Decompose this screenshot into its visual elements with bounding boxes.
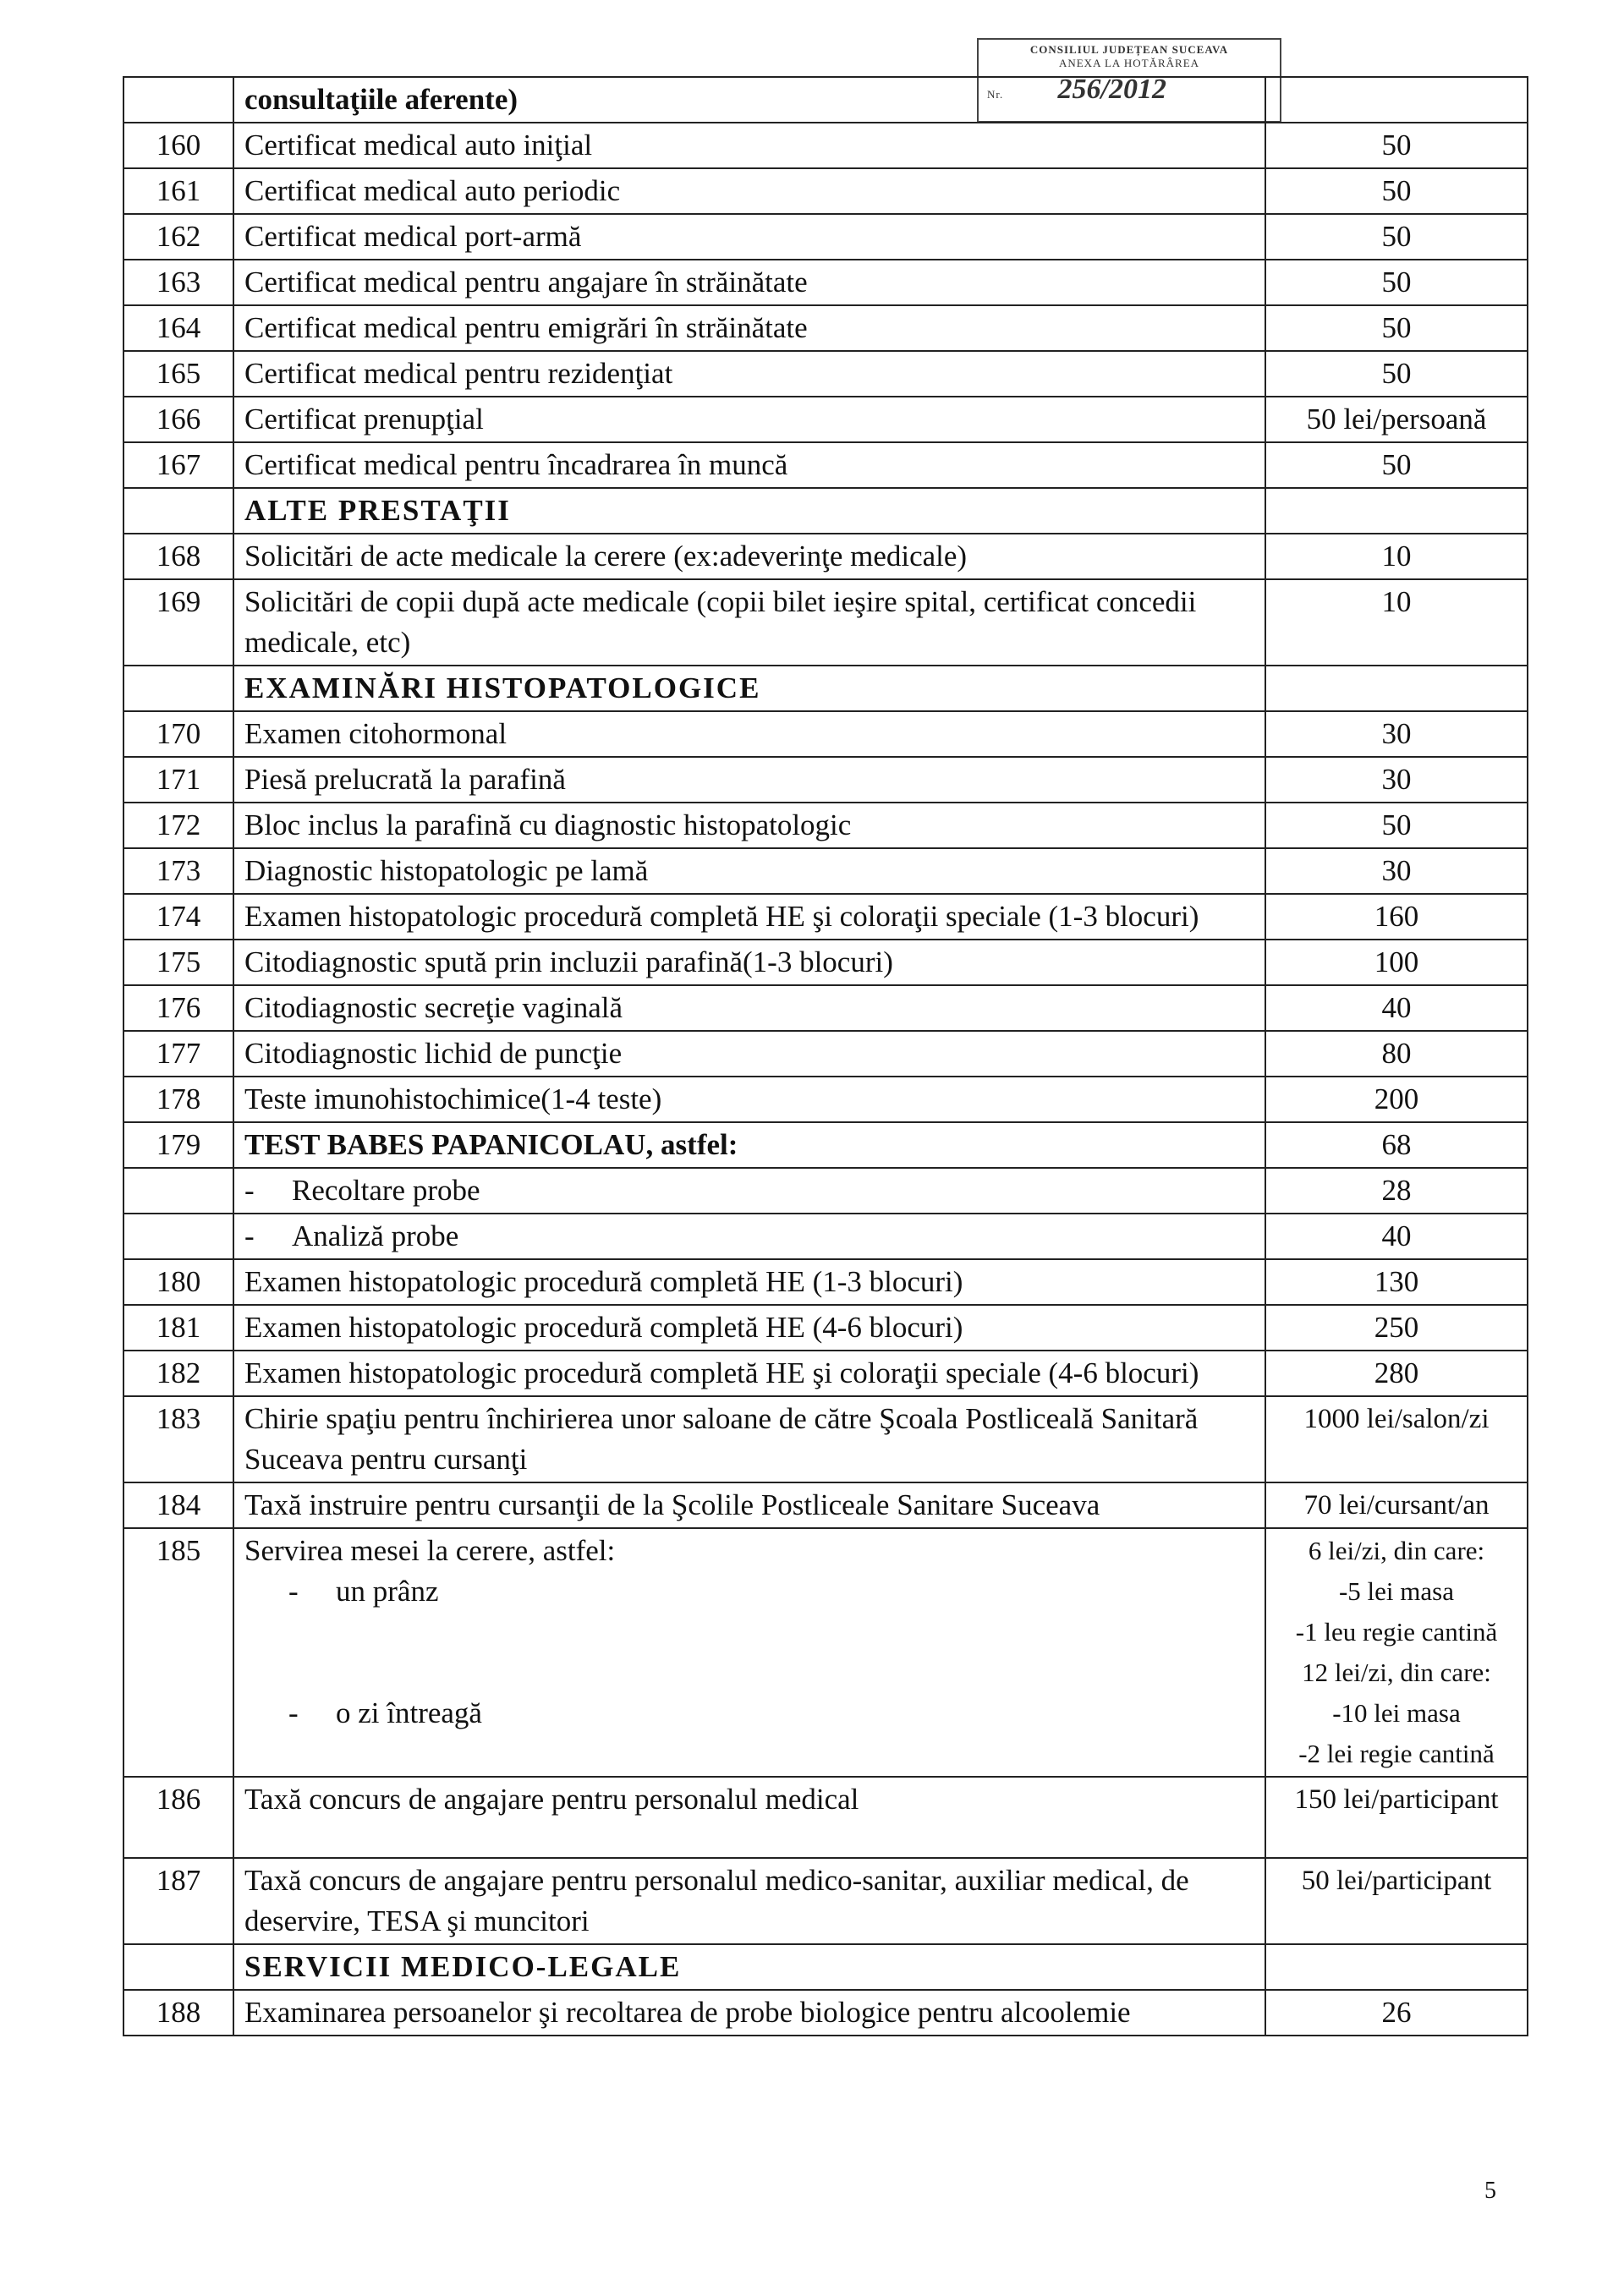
section-header-row: [123, 488, 1528, 534]
service-description: Citodiagnostic lichid de puncţie: [233, 1031, 1265, 1077]
row-number: 187: [123, 1858, 233, 1944]
meal-item-full-day: [244, 1693, 1254, 1734]
service-price: [1265, 488, 1528, 534]
table-row: [123, 757, 1528, 803]
row-number: 165: [123, 351, 233, 397]
price-note-line: 12 lei/zi, din care:: [1302, 1658, 1491, 1687]
service-description: Bloc inclus la parafină cu diagnostic histopatologic: [233, 803, 1265, 848]
row-number: 175: [123, 940, 233, 985]
table-row: [123, 123, 1528, 168]
service-description: consultaţiile aferente): [233, 77, 1265, 123]
row-number: 179: [123, 1122, 233, 1168]
stamp-nr-value: 256/2012: [1057, 74, 1166, 106]
table-row: [123, 579, 1528, 666]
table-row: [123, 214, 1528, 260]
service-price: 28: [1265, 1168, 1528, 1214]
meal-spacer: [244, 1612, 1254, 1693]
service-price: 10: [1265, 579, 1528, 666]
stamp-institution: CONSILIUL JUDEȚEAN SUCEAVA: [1029, 43, 1229, 56]
service-description: [233, 1214, 1265, 1259]
service-price: 50: [1265, 442, 1528, 488]
service-price: 160: [1265, 894, 1528, 940]
service-description: Teste imunohistochimice(1-4 teste): [233, 1077, 1265, 1122]
stamp-nr-label: Nr.: [987, 88, 1004, 101]
table-row: [123, 1858, 1528, 1944]
section-title: ALTE PRESTAŢII: [233, 488, 1265, 534]
page-number: 5: [1484, 2178, 1496, 2204]
service-description: Solicitări de copii după acte medicale (copii bilet ieşire spital, certificat concedii medicale, etc): [233, 579, 1265, 666]
row-number: 169: [123, 579, 233, 666]
table-row: [123, 1122, 1528, 1168]
service-price: 68: [1265, 1122, 1528, 1168]
meal-title: Servirea mesei la cerere, astfel:: [244, 1534, 616, 1567]
row-number: 161: [123, 168, 233, 214]
service-price: 50: [1265, 351, 1528, 397]
row-number: 170: [123, 711, 233, 757]
row-number: 181: [123, 1305, 233, 1351]
table-row: [123, 940, 1528, 985]
service-price: 50: [1265, 168, 1528, 214]
dash-marker: -: [244, 1174, 255, 1207]
service-description: Certificat medical auto periodic: [233, 168, 1265, 214]
table-row: [123, 848, 1528, 894]
service-price: 50 lei/persoană: [1265, 397, 1528, 442]
price-note-line: -2 lei regie cantină: [1298, 1739, 1495, 1768]
service-description: [233, 1168, 1265, 1214]
row-number: [123, 666, 233, 711]
service-price: 250: [1265, 1305, 1528, 1351]
table-row: [123, 1168, 1528, 1214]
section-header-row: [123, 666, 1528, 711]
service-price: 150 lei/participant: [1265, 1777, 1528, 1858]
table-row: [123, 442, 1528, 488]
table-row: [123, 1990, 1528, 2036]
row-number: 188: [123, 1990, 233, 2036]
table-row: [123, 1777, 1528, 1858]
row-number: 160: [123, 123, 233, 168]
service-description: Taxă instruire pentru cursanţii de la Şcolile Postliceale Sanitare Suceava: [233, 1482, 1265, 1528]
row-number: 176: [123, 985, 233, 1031]
row-number: 185: [123, 1528, 233, 1777]
service-price: 50: [1265, 214, 1528, 260]
service-description: TEST BABES PAPANICOLAU, astfel:: [233, 1122, 1265, 1168]
table-row: [123, 1214, 1528, 1259]
service-description: Solicitări de acte medicale la cerere (ex:adeverinţe medicale): [233, 534, 1265, 579]
service-description: Certificat medical pentru rezidenţiat: [233, 351, 1265, 397]
meal-service-row: [123, 1528, 1528, 1777]
table-row: [123, 534, 1528, 579]
service-price: 200: [1265, 1077, 1528, 1122]
row-number: [123, 1214, 233, 1259]
service-price: 100: [1265, 940, 1528, 985]
service-price: 30: [1265, 757, 1528, 803]
service-price: 40: [1265, 1214, 1528, 1259]
row-number: 164: [123, 305, 233, 351]
service-description: Certificat medical pentru încadrarea în muncă: [233, 442, 1265, 488]
service-price: 50: [1265, 260, 1528, 305]
row-number: 182: [123, 1351, 233, 1396]
table-row: [123, 260, 1528, 305]
service-description: Certificat medical pentru emigrări în străinătate: [233, 305, 1265, 351]
row-number: 166: [123, 397, 233, 442]
service-description: Examen histopatologic procedură completă HE (1-3 blocuri): [233, 1259, 1265, 1305]
dash-marker: -: [288, 1575, 299, 1608]
table-row: [123, 351, 1528, 397]
service-price: [1265, 1944, 1528, 1990]
table-row: [123, 1077, 1528, 1122]
section-title: EXAMINĂRI HISTOPATOLOGICE: [233, 666, 1265, 711]
service-price: [1265, 77, 1528, 123]
service-price: 1000 lei/salon/zi: [1265, 1396, 1528, 1482]
service-price: 40: [1265, 985, 1528, 1031]
service-price: 130: [1265, 1259, 1528, 1305]
service-description: Examen citohormonal: [233, 711, 1265, 757]
service-description: Chirie spaţiu pentru închirierea unor saloane de către Şcoala Postliceală Sanitară Suceava pentru cursanţi: [233, 1396, 1265, 1482]
meal-price-notes: [1265, 1528, 1528, 1777]
row-number: 171: [123, 757, 233, 803]
service-price: 30: [1265, 711, 1528, 757]
table-row: [123, 77, 1528, 123]
row-number: 186: [123, 1777, 233, 1858]
table-row: [123, 985, 1528, 1031]
row-number: [123, 1168, 233, 1214]
service-price: 280: [1265, 1351, 1528, 1396]
sub-item-label: Recoltare probe: [292, 1174, 480, 1207]
section-title: SERVICII MEDICO-LEGALE: [233, 1944, 1265, 1990]
table-row: [123, 305, 1528, 351]
row-number: 173: [123, 848, 233, 894]
service-description: Piesă prelucrată la parafină: [233, 757, 1265, 803]
service-description: Examen histopatologic procedură completă HE (4-6 blocuri): [233, 1305, 1265, 1351]
table-row: [123, 1259, 1528, 1305]
service-description: Certificat prenupţial: [233, 397, 1265, 442]
row-number: 180: [123, 1259, 233, 1305]
service-price: 30: [1265, 848, 1528, 894]
service-description: [233, 1528, 1265, 1777]
service-price: 80: [1265, 1031, 1528, 1077]
row-number: [123, 77, 233, 123]
row-number: 167: [123, 442, 233, 488]
service-description: Examen histopatologic procedură completă HE şi coloraţii speciale (4-6 blocuri): [233, 1351, 1265, 1396]
row-number: 183: [123, 1396, 233, 1482]
table-row: [123, 803, 1528, 848]
row-number: 174: [123, 894, 233, 940]
table-row: [123, 168, 1528, 214]
service-description: Certificat medical auto iniţial: [233, 123, 1265, 168]
table-row: [123, 1396, 1528, 1482]
row-number: 177: [123, 1031, 233, 1077]
dash-marker: -: [288, 1696, 299, 1729]
service-description: Certificat medical pentru angajare în străinătate: [233, 260, 1265, 305]
service-description: Examinarea persoanelor şi recoltarea de probe biologice pentru alcoolemie: [233, 1990, 1265, 2036]
table-row: [123, 894, 1528, 940]
dash-marker: -: [244, 1219, 255, 1252]
service-description: Citodiagnostic spută prin incluzii parafină(1-3 blocuri): [233, 940, 1265, 985]
service-price: [1265, 666, 1528, 711]
sub-item-label: un prânz: [336, 1575, 439, 1608]
service-price: 26: [1265, 1990, 1528, 2036]
service-price: 50 lei/participant: [1265, 1858, 1528, 1944]
row-number: 163: [123, 260, 233, 305]
sub-item-label: Analiză probe: [292, 1219, 459, 1252]
service-price: 50: [1265, 305, 1528, 351]
row-number: 184: [123, 1482, 233, 1528]
price-note-line: -1 leu regie cantină: [1295, 1617, 1498, 1647]
row-number: [123, 488, 233, 534]
fee-table-body: [123, 77, 1528, 2036]
row-number: 168: [123, 534, 233, 579]
table-row: [123, 1351, 1528, 1396]
row-number: 162: [123, 214, 233, 260]
service-description: Taxă concurs de angajare pentru personalul medico-sanitar, auxiliar medical, de deservire, TESA şi muncitori: [233, 1858, 1265, 1944]
table-row: [123, 1305, 1528, 1351]
service-description: Taxă concurs de angajare pentru personalul medical: [233, 1777, 1265, 1858]
price-note-line: 6 lei/zi, din care:: [1308, 1536, 1485, 1565]
service-description: Examen histopatologic procedură completă HE şi coloraţii speciale (1-3 blocuri): [233, 894, 1265, 940]
section-header-row: [123, 1944, 1528, 1990]
price-note-line: -10 lei masa: [1332, 1698, 1461, 1728]
table-row: [123, 1482, 1528, 1528]
service-price: 70 lei/cursant/an: [1265, 1482, 1528, 1528]
service-description: Citodiagnostic secreţie vaginală: [233, 985, 1265, 1031]
table-row: [123, 711, 1528, 757]
row-number: 172: [123, 803, 233, 848]
service-price: 50: [1265, 803, 1528, 848]
row-number: 178: [123, 1077, 233, 1122]
price-note-line: -5 lei masa: [1338, 1576, 1454, 1606]
table-row: [123, 1031, 1528, 1077]
fee-table: [123, 76, 1528, 2036]
table-row: [123, 397, 1528, 442]
sub-item-label: o zi întreagă: [336, 1696, 482, 1729]
service-description: Diagnostic histopatologic pe lamă: [233, 848, 1265, 894]
service-description: Certificat medical port-armă: [233, 214, 1265, 260]
meal-item-lunch: [244, 1571, 1254, 1612]
row-number: [123, 1944, 233, 1990]
stamp-annex: ANEXA LA HOTĂRÂREA: [1058, 56, 1200, 69]
service-price: 50: [1265, 123, 1528, 168]
service-price: 10: [1265, 534, 1528, 579]
